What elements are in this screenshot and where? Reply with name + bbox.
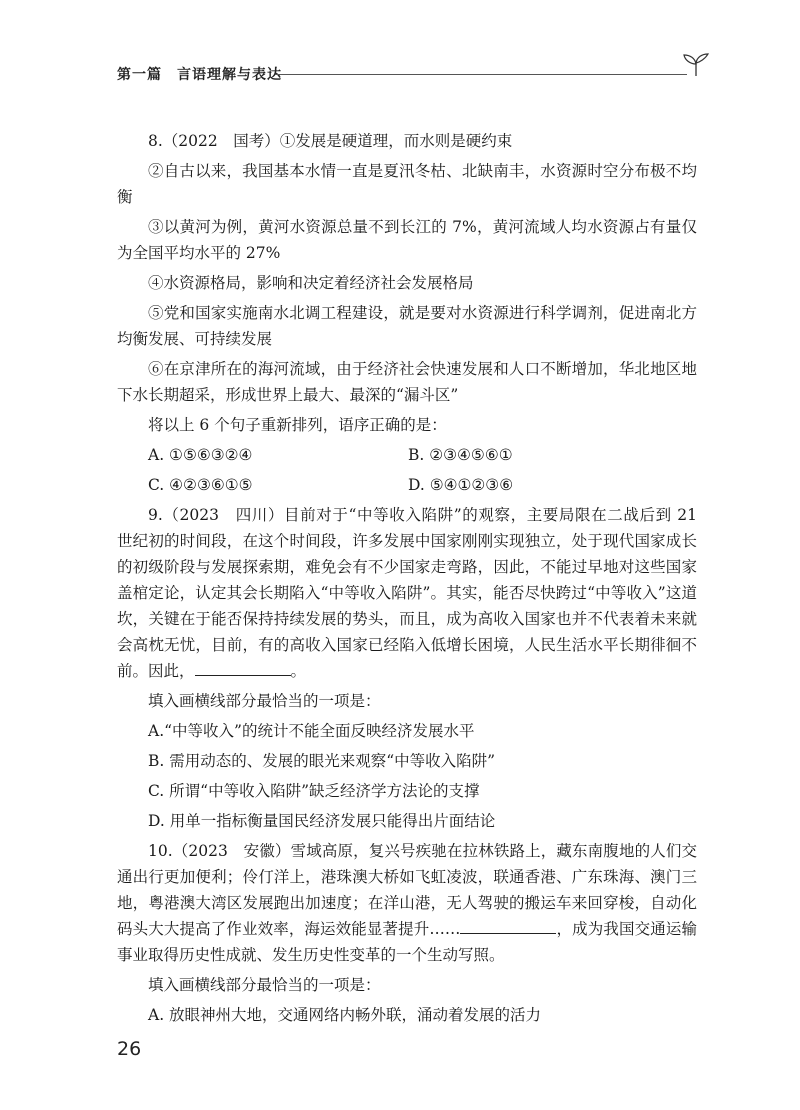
- question-prompt: 将以上 6 个句子重新排列，语序正确的是：: [148, 416, 447, 434]
- sentence-6: ⑥在京津所在的海河流域，由于经济社会快速发展和人口不断增加，华北地区地下水长期超采，形成世界上最大、最深的“漏斗区”: [117, 360, 697, 404]
- answer-blank: [460, 917, 556, 934]
- question-prompt: 填入画横线部分最恰当的一项是：: [148, 692, 381, 710]
- stem-text: 9.（2023 四川）目前对于“中等收入陷阱”的观察，主要局限在二战后到 21 世纪初的时间段，在这个时间段，许多发展中国家刚刚实现独立，处于现代国家成长的初级阶段与发展探索期，难免会有不少国家走弯路，因此，不能过早地对这些国家盖棺定论，认定其会长期陷入“中等收入陷阱”。其实，能否尽快跨过“中等收入”这道坎，关键在于能否保持持续发展的势头，而且，成为高收入国家也并不代表着未来就会高枕无忧，目前，有的高收入国家已经陷入低增长困境，人民生活水平长期徘徊不前。因此，: [117, 506, 697, 680]
- option-c: C. 所谓“中等收入陷阱”缺乏经济学方法论的支撑: [148, 782, 480, 800]
- stem-text: 10.（2023 安徽）雪域高原，复兴号疾驰在拉林铁路上，藏东南腹地的人们交通出行更加便利；伶仃洋上，港珠澳大桥如飞虹凌波，联通香港、广东珠海、澳门三地，粤港澳大湾区发展跑出加速度；在洋山港，无人驾驶的搬运车来回穿梭，自动化码头大大提高了作业效率，海运效能显著提升……: [117, 842, 697, 938]
- option-row: [117, 442, 697, 468]
- question-prompt: 填入画横线部分最恰当的一项是：: [148, 976, 381, 994]
- header-rule: [275, 74, 687, 75]
- question-10: [117, 838, 697, 1028]
- option-d: D. 用单一指标衡量国民经济发展只能得出片面结论: [148, 812, 496, 830]
- sentence-5: ⑤党和国家实施南水北调工程建设，就是要对水资源进行科学调剂，促进南北方均衡发展、可持续发展: [117, 304, 697, 348]
- question-stem: 8.（2022 国考）①发展是硬道理，而水则是硬约束: [148, 132, 513, 150]
- question-stem: [117, 838, 697, 968]
- sentence-2: ②自古以来，我国基本水情一直是夏汛冬枯、北缺南丰，水资源时空分布极不均衡: [117, 162, 697, 206]
- option-b: B. ②③④⑤⑥①: [408, 446, 513, 464]
- option-b: B. 需用动态的、发展的眼光来观察“中等收入陷阱”: [148, 752, 496, 770]
- option-row: [117, 472, 697, 498]
- question-9: [117, 502, 697, 834]
- option-d: D. ⑤④①②③⑥: [408, 476, 514, 494]
- option-a: A.“中等收入”的统计不能全面反映经济发展水平: [148, 722, 475, 740]
- answer-blank: [195, 659, 291, 676]
- option-a: A. ①⑤⑥③②④: [148, 446, 253, 464]
- header-title: 第一篇 言语理解与表达: [117, 67, 282, 83]
- stem-end: ，成为我国交通运输事业取得历史性成就、发生历史性变革的一个生动写照。: [117, 920, 697, 964]
- page-body: [117, 128, 697, 1032]
- page-number: 26: [117, 1038, 142, 1060]
- sentence-3: ③以黄河为例，黄河水资源总量不到长江的 7%，黄河流域人均水资源占有量仅为全国平均水平的 27%: [117, 218, 697, 262]
- sentence-4: ④水资源格局，影响和决定着经济社会发展格局: [148, 274, 474, 292]
- question-stem: [117, 502, 697, 684]
- option-a: A. 放眼神州大地，交通网络内畅外联，涌动着发展的活力: [148, 1006, 542, 1024]
- question-8: [117, 128, 697, 498]
- stem-end: 。: [290, 662, 307, 680]
- option-c: C. ④②③⑥①⑤: [148, 476, 253, 494]
- sprout-icon: [681, 52, 711, 78]
- running-header: [117, 52, 707, 86]
